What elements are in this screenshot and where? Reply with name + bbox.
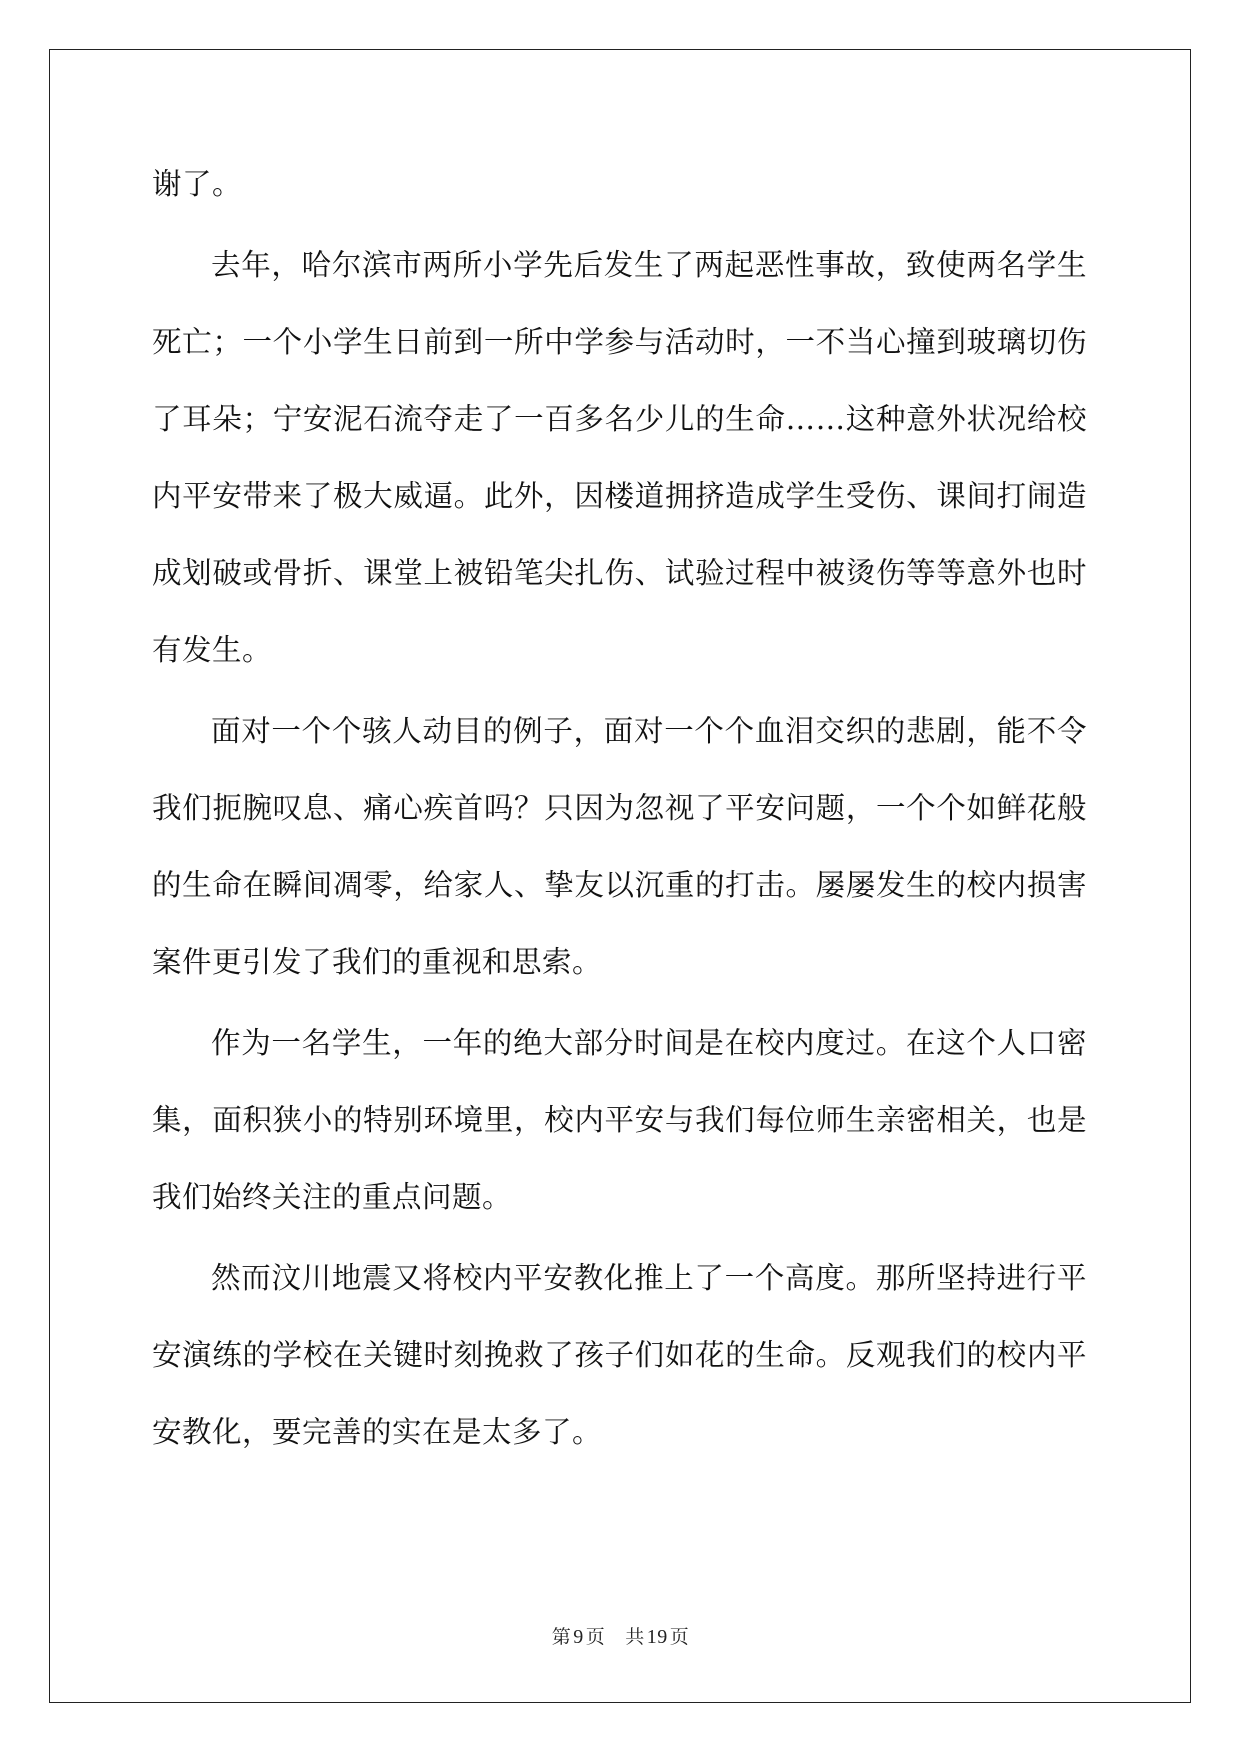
total-pages: 19 [646,1626,668,1648]
total-suffix: 页 [669,1626,690,1648]
paragraph-continuation: 谢了。 [152,167,243,201]
paragraph-student-life: 作为一名学生，一年的绝大部分时间是在校内度过。在这个人口密集，面积狭小的特别环境里，校内平安与我们每位师生亲密相关，也是我们始终关注的重点问题。 [152,1026,1087,1214]
paragraph-accidents: 去年，哈尔滨市两所小学先后发生了两起恶性事故，致使两名学生死亡；一个小学生日前到一所中学参与活动时，一不当心撞到玻璃切伤了耳朵；宁安泥石流夺走了一百多名少儿的生命……这种意外状况给校内平安带来了极大威逼。此外，因楼道拥挤造成学生受伤、课间打闹造成划破或骨折、课堂上被铅笔尖扎伤、试验过程中被烫伤等等意外也时有发生。 [152,248,1087,667]
document-body [152,146,1087,1475]
total-prefix: 共 [625,1626,645,1648]
page-suffix: 页 [585,1626,606,1648]
paragraph-earthquake: 然而汶川地震又将校内平安教化推上了一个高度。那所坚持进行平安演练的学校在关键时刻挽救了孩子们如花的生命。反观我们的校内平安教化，要完善的实在是太多了。 [152,1261,1087,1449]
paragraph-tragedies: 面对一个个骇人动目的例子，面对一个个血泪交织的悲剧，能不令我们扼腕叹息、痛心疾首吗？只因为忽视了平安问题，一个个如鲜花般的生命在瞬间凋零，给家人、挚友以沉重的打击。屡屡发生的校内损害案件更引发了我们的重视和思索。 [152,714,1087,979]
page-prefix: 第 [551,1626,572,1648]
page-footer [0,1622,1241,1649]
page-number: 9 [573,1626,584,1648]
